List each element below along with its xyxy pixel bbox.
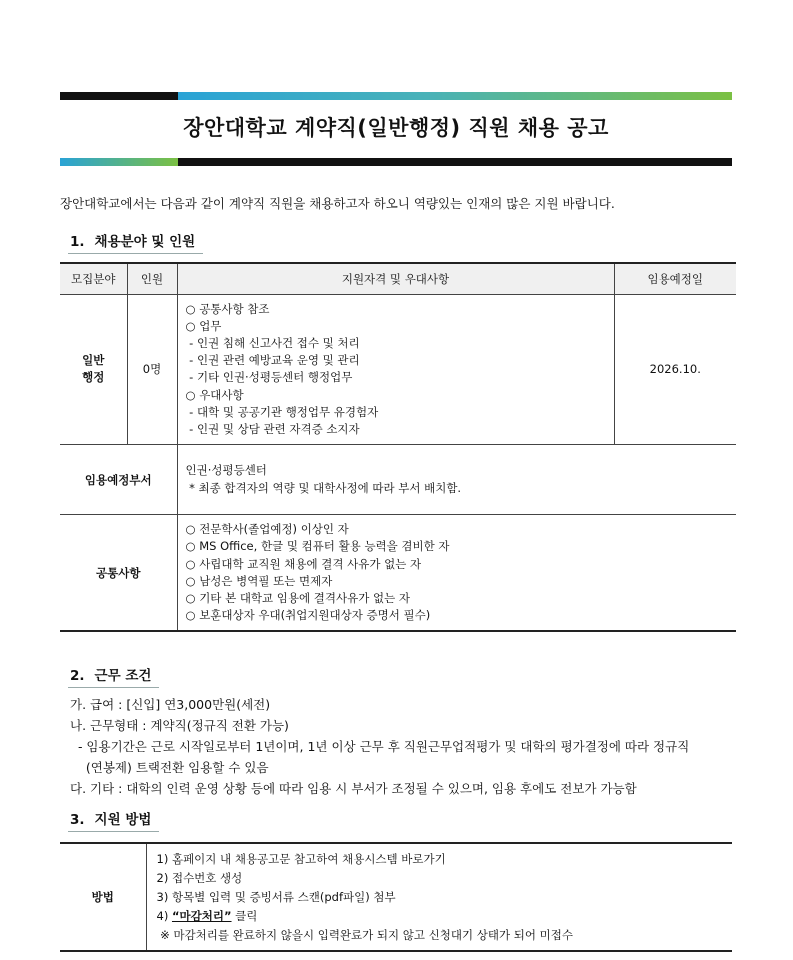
table-row	[60, 515, 736, 632]
step-1: 1) 홈페이지 내 채용공고문 참고하여 채용시스템 바로가기	[156, 851, 446, 866]
application-method-table	[60, 842, 732, 952]
field-cell: 일반 행정	[60, 294, 127, 445]
header-field: 모집분야	[60, 263, 127, 294]
common-requirements-label: 공통사항	[60, 515, 177, 632]
term-line-cont: (연봉제) 트랙전환 임용할 수 있음	[70, 760, 269, 775]
step-note: ※ 마감처리를 완료하지 않을시 입력완료가 되지 않고 신청대기 상태가 되어 미접수	[156, 927, 573, 942]
common-requirements-list: ○ 전문학사(졸업예정) 이상인 자 ○ MS Office, 한글 및 컴퓨터 활용 능력을 겸비한 자 ○ 사립대학 교직원 채용에 결격 사유가 없는 자 ○ 남성은 병역필 또는 면제자 ○ 기타 본 대학교 임용에 결격사유가 없는 자 ○ 보훈대상자 우대(취업지원대상자 증명서 필수)	[177, 515, 736, 632]
header-qualifications: 지원자격 및 우대사항	[177, 263, 614, 294]
close-process-emphasis: “마감처리”	[171, 908, 232, 923]
section-3-heading: 3. 지원 방법	[68, 806, 159, 832]
header-top-bar	[60, 92, 732, 100]
qualification-list: ○ 공통사항 참조 ○ 업무 - 인권 침해 신고사건 접수 및 처리 - 인권 관련 예방교육 운영 및 관리 - 기타 인권·성평등센터 행정업무 ○ 우대사항 - 대학 및 공공기관 행정업무 유경험자 - 인권 및 상담 관련 자격증 소지자	[177, 294, 614, 445]
salary-line: 가. 급여 : [신입] 연3,000만원(세전)	[70, 697, 271, 712]
count-cell: 0명	[127, 294, 177, 445]
method-label: 방법	[91, 890, 114, 904]
table-row	[60, 445, 736, 515]
table-row	[60, 294, 736, 445]
step-2: 2) 접수번호 생성	[156, 870, 243, 885]
step-3: 3) 항목별 입력 및 증빙서류 스캔(pdf파일) 첨부	[156, 889, 396, 904]
page-title: 장안대학교 계약직(일반행정) 직원 채용 공고	[183, 116, 609, 140]
work-conditions	[70, 694, 740, 799]
employment-type-line: 나. 근무형태 : 계약직(정규직 전환 가능)	[70, 718, 289, 733]
intro-text: 장안대학교에서는 다음과 같이 계약직 직원을 채용하고자 하오니 역량있는 인재의 많은 지원 바랍니다.	[60, 196, 615, 211]
department-info: 인권·성평등센터 * 최종 합격자의 역량 및 대학사정에 따라 부서 배치함.	[177, 445, 736, 515]
recruitment-table	[60, 262, 736, 632]
start-date-cell: 2026.10.	[614, 294, 736, 445]
header-start-date: 임용예정일	[614, 263, 736, 294]
section-2-heading: 2. 근무 조건	[68, 662, 159, 688]
header-bottom-bar	[60, 158, 732, 166]
other-line: 다. 기타 : 대학의 인력 운영 상황 등에 따라 임용 시 부서가 조정될 수 있으며, 임용 후에도 전보가 가능함	[70, 781, 637, 796]
term-line: - 임용기간은 근로 시작일로부터 1년이며, 1년 이상 근무 후 직원근무업적평가 및 대학의 평가결정에 따라 정규직	[70, 739, 690, 754]
section-1-heading: 1. 채용분야 및 인원	[68, 228, 203, 254]
step-4: 4) “마감처리” 클릭	[156, 908, 258, 923]
department-label: 임용예정부서	[60, 445, 177, 515]
method-steps	[146, 843, 732, 951]
header-count: 인원	[127, 263, 177, 294]
